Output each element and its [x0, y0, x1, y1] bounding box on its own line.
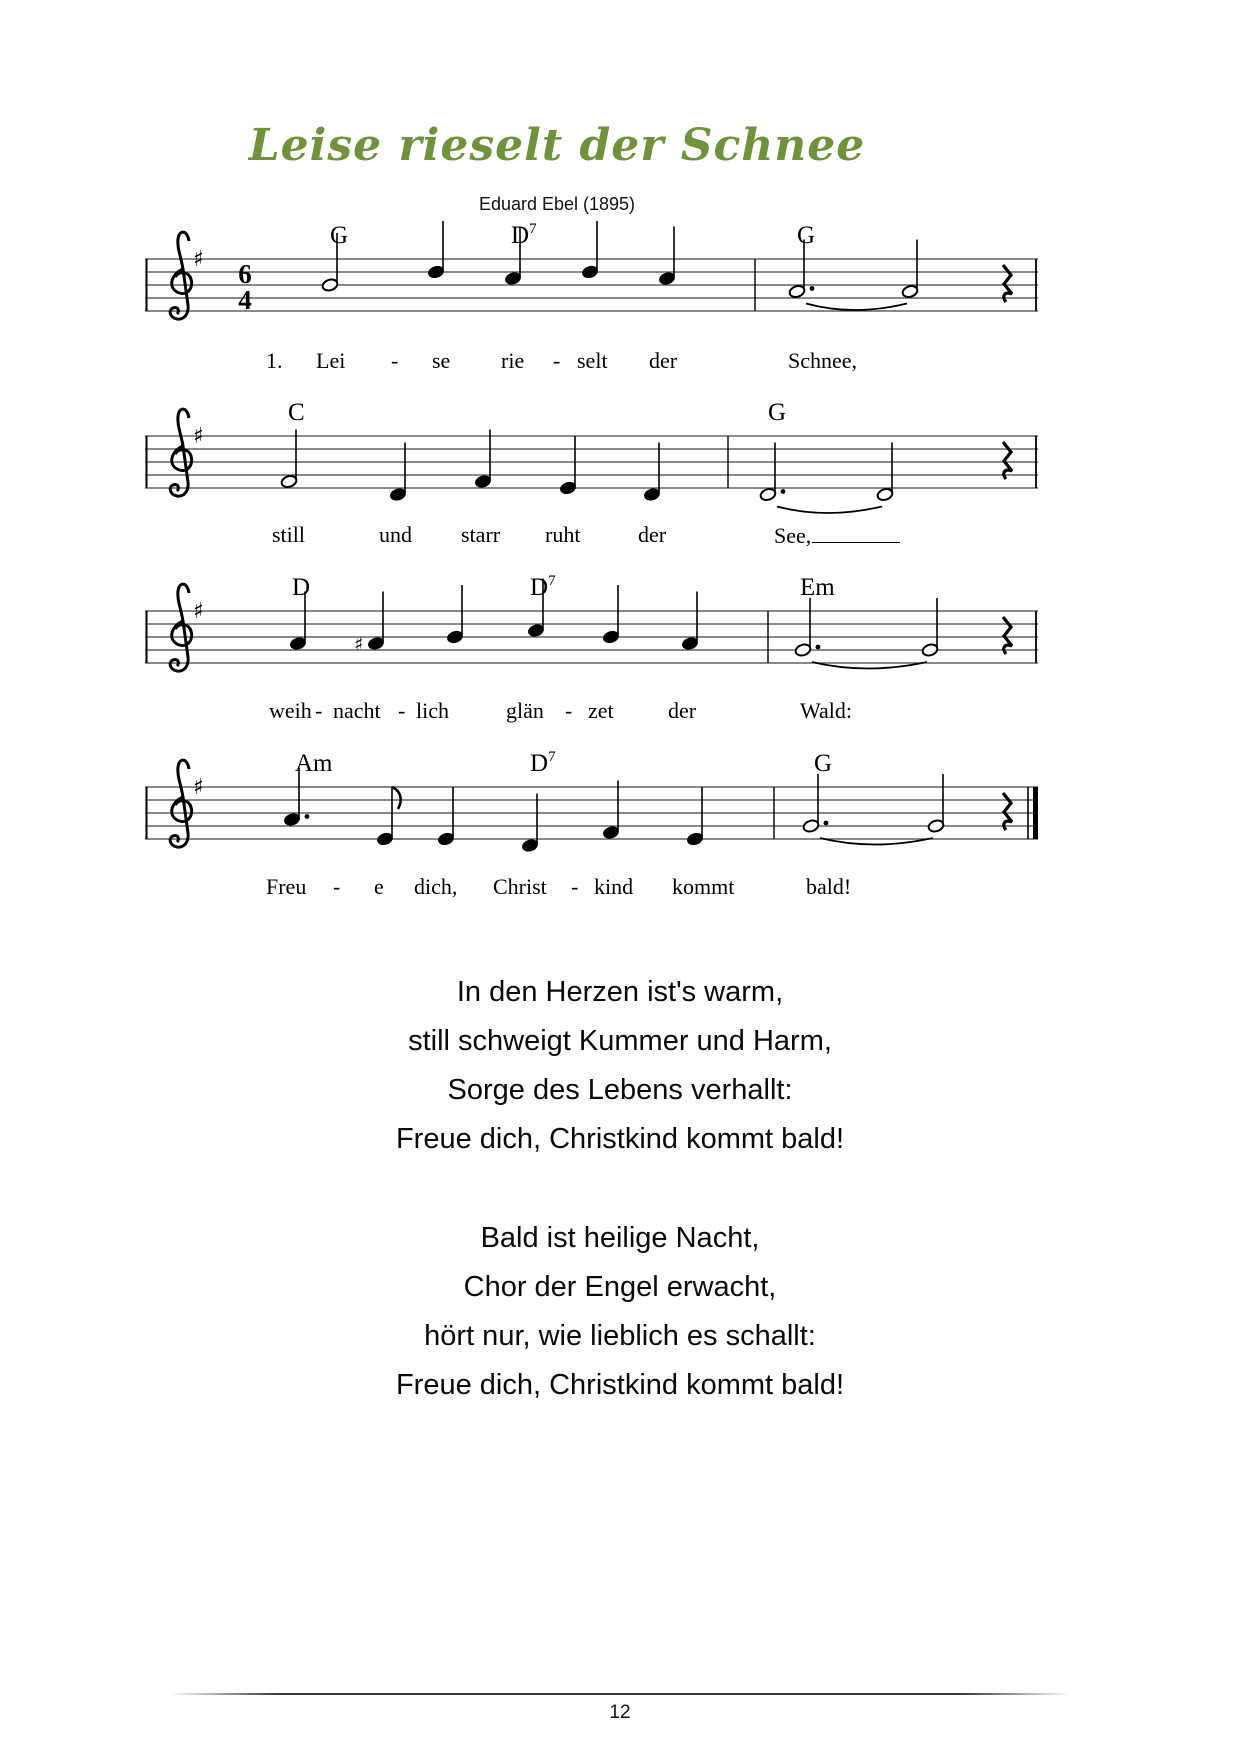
lyric-syllable: rie: [501, 348, 525, 373]
lyric-syllable: ruht: [545, 522, 581, 547]
lyric-syllable: weih: [269, 698, 312, 723]
verse-line: In den Herzen ist's warm,: [456, 976, 784, 1008]
note-quarter: [643, 443, 660, 502]
verse-line: Chor der Engel erwacht,: [463, 1271, 777, 1303]
note-head: [289, 636, 306, 651]
footer-divider: [170, 1693, 1070, 1695]
chord-symbol: $D^7$: [511, 221, 537, 249]
lyric-syllable: e: [374, 874, 384, 899]
tie-curve: [777, 507, 882, 514]
staff-system-2: [145, 398, 1040, 528]
final-barline-thick: [1033, 787, 1038, 839]
chord-symbol: C: [288, 399, 305, 426]
lyric-syllable: dich,: [414, 874, 458, 899]
time-signature-denominator: 4: [238, 285, 252, 315]
note-eighth: [376, 787, 400, 846]
note-head: [921, 643, 938, 658]
verse-line: Bald ist heilige Nacht,: [480, 1222, 760, 1254]
lyrics-line-4: [145, 874, 1040, 904]
lyric-syllable: Lei: [316, 348, 346, 373]
note-head: [876, 487, 893, 502]
lyric-syllable: nacht: [333, 698, 381, 723]
note-head: [446, 630, 463, 645]
quarter-rest: [1003, 442, 1012, 479]
note-half: [876, 443, 893, 502]
verse-text-block: [0, 968, 1240, 1460]
time-signature-numerator: 6: [238, 259, 252, 289]
chord-symbol: $D^7$: [530, 749, 556, 777]
lyric-syllable: starr: [461, 522, 501, 547]
lyric-syllable: Schnee,: [788, 348, 858, 373]
note-quarter: [686, 787, 703, 846]
note-half: [280, 430, 297, 489]
quarter-rest: [1003, 265, 1012, 302]
lyric-syllable: bald!: [806, 874, 852, 899]
note-dotted-half: [759, 443, 785, 502]
lyric-syllable: se: [432, 348, 451, 373]
note-head: [901, 284, 918, 299]
note-half: [921, 598, 938, 657]
note-head: [367, 636, 384, 651]
lyrics-line-1: [145, 348, 1040, 378]
quarter-rest: [1003, 793, 1012, 830]
lyric-syllable: -: [571, 874, 579, 899]
note-quarter: [602, 585, 619, 644]
note-head: [474, 474, 491, 489]
lyric-syllable: 1.: [266, 348, 283, 373]
lyric-syllable: -: [565, 698, 573, 723]
lyric-syllable: -: [315, 698, 323, 723]
key-signature-sharp: ♯: [193, 247, 204, 272]
lyric-syllable: zet: [588, 698, 614, 723]
chord-symbol: G: [797, 222, 816, 249]
treble-clef-icon: [170, 584, 191, 671]
verse-line: Sorge des Lebens verhallt:: [447, 1074, 793, 1106]
note-quarter: [602, 781, 619, 840]
note-head: [527, 623, 544, 638]
lyrics-line-3: [145, 698, 1040, 728]
note-quarter: [559, 436, 576, 495]
staff-system-1: [145, 221, 1040, 351]
lyric-syllable: kind: [594, 874, 634, 899]
chord-symbol: D: [292, 574, 311, 601]
lyric-syllable: kommt: [672, 874, 735, 899]
note-dotted-half: [802, 774, 828, 833]
note-head: [643, 487, 660, 502]
lyric-syllable: -: [398, 698, 406, 723]
note-head: [802, 819, 819, 834]
verse-line: Freue dich, Christkind kommt bald!: [395, 1369, 845, 1401]
eighth-flag: [392, 787, 401, 809]
composer-credit: Eduard Ebel (1895): [478, 194, 636, 214]
note-head: [283, 812, 300, 827]
lyric-syllable: See,: [774, 522, 900, 549]
lyric-syllable: Wald:: [800, 698, 852, 723]
note-half: [901, 240, 918, 299]
lyric-syllable: der: [668, 698, 697, 723]
page-number: 12: [609, 1702, 631, 1723]
lyric-syllable: -: [333, 874, 341, 899]
tie-curve: [806, 304, 907, 311]
note-quarter: [437, 787, 454, 846]
note-quarter: [581, 221, 598, 279]
song-title: Leise rieselt der Schnee: [248, 120, 866, 171]
note-dotted-half: [794, 598, 820, 657]
note-head: [927, 819, 944, 834]
note-head: [602, 825, 619, 840]
note-head: [559, 481, 576, 496]
lyric-syllable: glän: [506, 698, 544, 723]
treble-clef-icon: [170, 409, 191, 496]
note-head: [794, 643, 811, 658]
note-quarter: [427, 221, 444, 279]
note-head: [437, 832, 454, 847]
lyrics-line-2: [145, 522, 1040, 552]
note-head: [521, 838, 538, 853]
treble-clef-icon: [170, 232, 191, 319]
lyric-extender: [812, 522, 900, 543]
lyric-syllable: Freu: [266, 874, 307, 899]
note-head: [389, 487, 406, 502]
sharp-accidental: ♯: [354, 633, 364, 656]
chord-symbol: G: [330, 222, 349, 249]
note-quarter: [389, 443, 406, 502]
verse-line: Freue dich, Christkind kommt bald!: [395, 1123, 845, 1155]
lyric-syllable: -: [553, 348, 561, 373]
chord-symbol: $D^7$: [530, 573, 556, 601]
note-head: [602, 630, 619, 645]
note-quarter: [446, 585, 463, 644]
note-head: [280, 474, 297, 489]
note-head: [788, 284, 805, 299]
lyric-syllable: still: [272, 522, 306, 547]
verse-line: hört nur, wie lieblich es schallt:: [424, 1320, 816, 1352]
staff-system-4: [145, 749, 1040, 879]
note-head: [504, 271, 521, 286]
note-head: [427, 265, 444, 280]
note-head: [759, 487, 776, 502]
chord-symbol: Em: [800, 574, 835, 601]
note-quarter: [658, 227, 675, 286]
key-signature-sharp: ♯: [193, 424, 204, 449]
note-head: [321, 278, 338, 293]
quarter-rest: [1003, 617, 1012, 654]
lyric-syllable: und: [379, 522, 412, 547]
lyric-syllable: lich: [416, 698, 449, 723]
augmentation-dot: [305, 814, 310, 819]
augmentation-dot: [810, 286, 815, 291]
treble-clef-icon: [170, 760, 191, 847]
staff-system-3: [145, 573, 1040, 703]
chord-symbol: Am: [295, 750, 333, 777]
lyric-syllable: selt: [577, 348, 608, 373]
chord-symbol: G: [768, 399, 787, 426]
note-head: [581, 265, 598, 280]
augmentation-dot: [781, 489, 786, 494]
key-signature-sharp: ♯: [193, 775, 204, 800]
lyric-syllable: der: [638, 522, 667, 547]
verse-stanza: [0, 968, 1240, 1164]
note-quarter: [521, 794, 538, 853]
augmentation-dot: [824, 821, 829, 826]
note-head: [376, 832, 393, 847]
note-quarter: [474, 430, 491, 489]
lyric-syllable: Christ: [493, 874, 547, 899]
note-head: [681, 636, 698, 651]
augmentation-dot: [816, 645, 821, 650]
lyric-syllable: -: [391, 348, 399, 373]
note-head: [658, 271, 675, 286]
note-half: [927, 774, 944, 833]
verse-stanza: [0, 1214, 1240, 1410]
chord-symbol: G: [814, 750, 833, 777]
note-head: [686, 832, 703, 847]
lyric-syllable: der: [649, 348, 678, 373]
verse-line: still schweigt Kummer und Harm,: [408, 1025, 832, 1057]
key-signature-sharp: ♯: [193, 599, 204, 624]
note-quarter: [681, 592, 698, 651]
